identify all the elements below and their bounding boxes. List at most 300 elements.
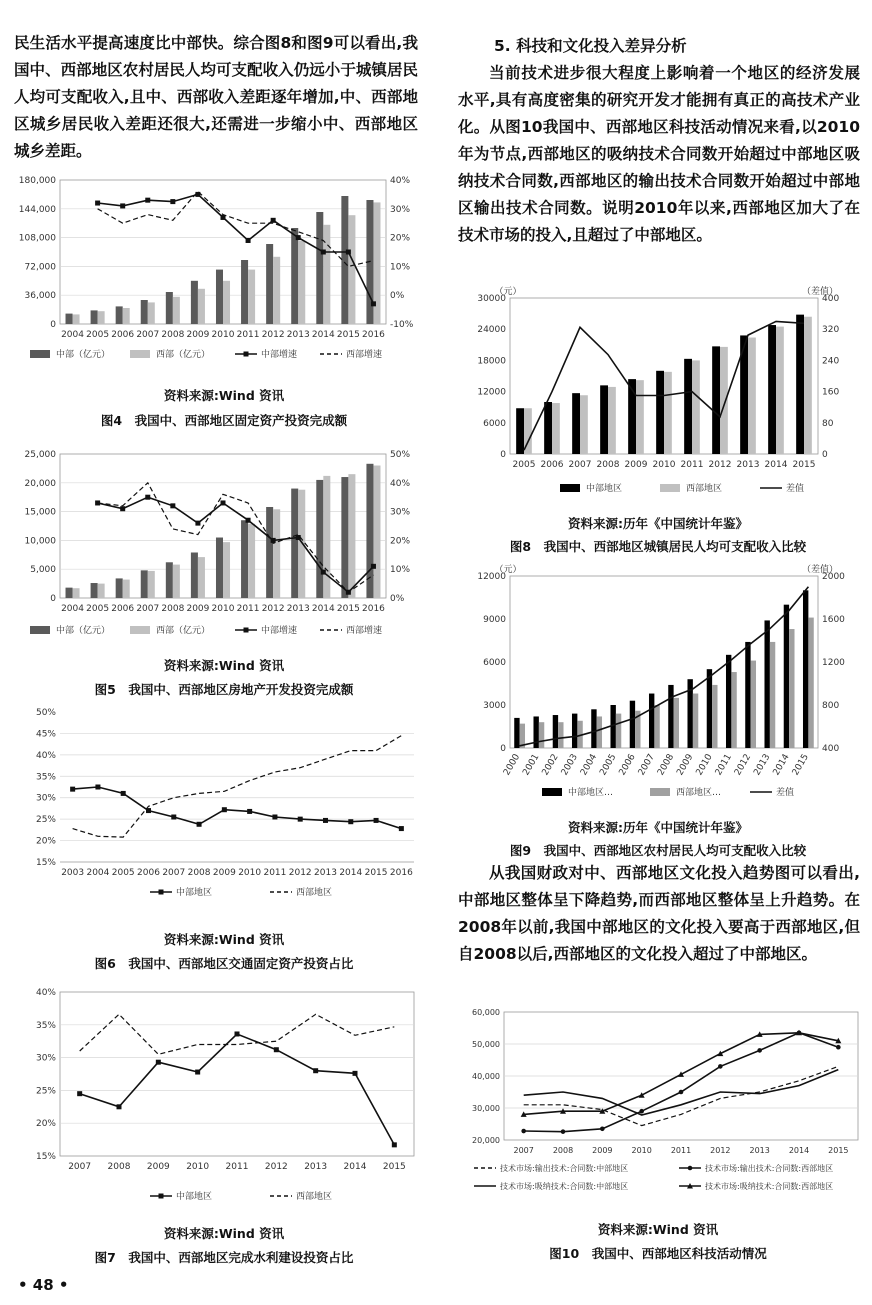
fig10-point [600,1127,605,1132]
fig4-xtick-label: 2016 [362,330,385,340]
fig5-bar [348,474,355,598]
fig6-ytick-label: 35% [35,772,56,783]
fig8-bar [748,338,756,454]
fig10-legend-label: 技术市场:输出技术:合同数:中部地区 [500,1164,629,1173]
fig5-legend-marker [244,628,249,633]
fig7-ytick-label: 40% [35,988,56,998]
fig4-ytick-label: 180,000 [18,176,56,186]
fig4-y2tick-label: -10% [390,320,414,330]
fig5-ytick-label: 10,000 [24,536,56,547]
fig4-xtick-label: 2011 [236,330,260,340]
fig8-bar [572,393,580,454]
fig6-ytick-label: 50% [35,708,56,718]
fig5-legend-label: 中部（亿元） [56,626,111,636]
fig9-y2tick-label: 800 [822,701,840,711]
fig8-y2tick-label: 400 [822,294,840,304]
fig9-chart [458,562,868,802]
fig7-point [353,1071,358,1076]
fig7-legend-marker [159,1194,164,1199]
fig7-point [195,1070,200,1075]
fig5-bar [323,476,330,598]
fig9-xtick-label: 2009 [675,752,696,778]
fig4-bar [316,212,323,324]
fig5-legend-label: 中部增速 [261,626,298,636]
fig4-bar [241,260,248,324]
fig8-y2tick-label: 160 [822,387,840,398]
fig5-point [371,564,376,569]
fig6-point [374,818,379,823]
fig8-ylabel: （元） [494,287,522,297]
fig10-xtick-label: 2010 [631,1146,652,1155]
fig10-xtick-label: 2007 [513,1146,534,1155]
fig6-xtick-label: 2008 [187,868,211,878]
fig5-bar [91,583,98,598]
fig6-ytick-label: 15% [35,858,56,868]
fig9-y2label: （差值） [801,565,839,575]
fig5-bar [241,520,248,598]
fig9-y2tick-label: 1200 [822,658,845,668]
fig9-bar [572,714,577,748]
fig6-point [70,787,75,792]
fig10-point [521,1129,526,1134]
fig7-caption: 图7 我国中、西部地区完成水利建设投资占比 [94,1250,354,1265]
fig5-bar [166,562,173,598]
fig5-bar [123,580,130,598]
fig5-xtick-label: 2006 [111,604,135,614]
fig9-ytick-label: 9000 [483,615,506,625]
fig9-xtick-label: 2000 [502,752,523,778]
fig9-bar [803,590,808,748]
fig9-bar [649,694,654,748]
fig5-bar [173,565,180,598]
fig6-xtick-label: 2010 [238,868,262,878]
fig10-point [639,1109,644,1114]
fig9-bar [764,620,769,748]
fig6-chart [14,704,434,904]
fig8-legend-swatch [660,484,680,492]
fig10-point [718,1064,723,1069]
fig8-bar [776,327,784,454]
fig9-bar [712,685,717,748]
fig6-point [348,819,353,824]
fig9-xtick-label: 2011 [713,752,734,778]
fig6-caption: 图6 我国中、西部地区交通固定资产投资占比 [94,956,354,971]
fig5-bar [373,466,380,598]
fig10-series-line [524,1033,839,1132]
fig4-y2tick-label: 0% [390,291,405,302]
fig5-y2tick-label: 30% [390,507,411,518]
fig9-ytick-label: 12000 [477,572,506,582]
fig6-point [298,817,303,822]
fig6-legend-label: 西部地区 [296,888,333,898]
fig4-ytick-label: 108,000 [18,233,56,244]
fig6-source: 资料来源:Wind 资讯 [163,932,285,947]
fig8-legend-label: 西部地区 [686,484,723,494]
fig4-point [145,198,150,203]
fig10-point [757,1048,762,1053]
fig4-ytick-label: 36,000 [24,291,56,302]
fig4-legend-swatch [130,350,150,358]
fig9-bar [731,672,736,748]
fig4-xtick-label: 2005 [86,330,110,340]
fig5-bar [248,524,255,598]
fig9-xtick-label: 2008 [656,752,677,778]
fig4-point [296,235,301,240]
fig10-xtick-label: 2013 [749,1146,770,1155]
fig5-point [221,500,226,505]
fig4-xtick-label: 2014 [311,330,335,340]
fig6-xtick-label: 2003 [61,868,85,878]
fig5-xtick-label: 2013 [286,604,310,614]
fig7-ytick-label: 25% [35,1086,56,1097]
fig7-point [77,1091,82,1096]
fig6-xtick-label: 2009 [212,868,236,878]
fig5-legend-label: 西部（亿元） [156,626,211,636]
fig9-bar [808,618,813,748]
fig8-bar [768,325,776,454]
fig7-legend-label: 西部地区 [296,1192,333,1202]
fig9-bar [591,709,596,748]
fig4-legend-label: 西部增速 [346,350,383,360]
fig10-point [679,1090,684,1095]
fig9-y2tick-label: 2000 [822,572,845,582]
fig5-source: 资料来源:Wind 资讯 [163,658,285,673]
fig5-bar [66,588,73,598]
fig7-ytick-label: 20% [35,1119,56,1130]
fig7-xtick-label: 2014 [343,1162,367,1172]
fig10-legend-label: 技术市场:吸纳技术:合同数:西部地区 [705,1182,834,1191]
fig8-xtick-label: 2014 [764,460,788,470]
fig5-ytick-label: 0 [50,594,56,604]
fig9-caption: 图9 我国中、西部地区农村居民人均可支配收入比较 [509,843,807,858]
fig4-bar [216,270,223,324]
fig10-point [836,1045,841,1050]
fig9-bar [668,685,673,748]
fig9-legend-swatch [542,788,562,796]
fig6-xtick-label: 2013 [314,868,337,878]
fig4-legend-label: 西部（亿元） [156,350,211,360]
fig9-xtick-label: 2006 [617,752,638,778]
fig6-xtick-label: 2012 [288,868,312,878]
fig5-xtick-label: 2014 [311,604,335,614]
fig7-series-line [80,1034,395,1145]
fig5-legend-swatch [30,626,50,634]
fig6-point [323,818,328,823]
fig8-bar [804,317,812,454]
fig6-point [197,822,202,827]
fig9-legend-label: 中部地区… [568,788,614,798]
fig7-xtick-label: 2011 [225,1162,249,1172]
fig8-ytick-label: 30000 [477,294,506,304]
fig10-xtick-label: 2009 [592,1146,613,1155]
fig9-xtick-label: 2004 [579,752,600,778]
fig5-ytick-label: 15,000 [24,507,56,518]
fig6-ytick-label: 40% [35,750,56,761]
fig4-bar [116,306,123,324]
fig8-ytick-label: 6000 [483,418,506,429]
fig4-point [95,201,100,206]
fig4-bar [298,241,305,324]
fig9-y2tick-label: 1600 [822,615,845,625]
fig8-ytick-label: 12000 [477,387,506,398]
fig4-y2tick-label: 40% [390,176,411,186]
page-number: • 48 • [18,1276,69,1294]
fig5-bar [341,477,348,598]
right-paragraph-1: 当前技术进步很大程度上影响着一个地区的经济发展水平,具有高度密集的研究开发才能拥有真正的高技术产业化。从图10我国中、西部地区科技活动情况来看,以2010年为节点,西部地区的吸纳技术合同数开始超过中部地区吸纳技术合同数,西部地区的输出技术合同数开始超过中部地区输出技术合同数。说明2010年以来,西部地区加大了在技术市场的投入,且超过了中部地区。 [458,64,860,244]
fig8-bar [684,359,692,454]
fig6-point [272,815,277,820]
fig10-caption: 图10 我国中、西部地区科技活动情况 [549,1246,767,1261]
fig8-xtick-label: 2008 [596,460,620,470]
fig9-xtick-label: 2010 [694,752,715,778]
fig9-ytick-label: 6000 [483,658,506,668]
fig4-bar [291,228,298,324]
fig6-ytick-label: 30% [35,793,56,804]
fig8-bar [636,380,644,454]
fig5-point [170,503,175,508]
fig7-point [156,1060,161,1065]
section-heading: 5. 科技和文化投入差异分析 [494,37,687,55]
fig5-bar [291,489,298,598]
fig9-bar [539,722,544,748]
fig6-legend-label: 中部地区 [176,888,213,898]
fig7-xtick-label: 2012 [264,1162,288,1172]
fig6-point [222,807,227,812]
fig7-ytick-label: 15% [35,1152,56,1162]
fig5-bar [223,542,230,598]
fig5-bar [98,584,105,598]
fig8-bar [516,408,524,454]
fig8-bar [608,387,616,454]
fig8-chart [458,282,868,502]
fig9-bar [654,705,659,748]
fig4-xtick-label: 2013 [286,330,310,340]
fig6-xtick-label: 2006 [137,868,160,878]
fig7-ytick-label: 30% [35,1053,56,1064]
fig10-xtick-label: 2014 [788,1146,810,1155]
fig9-y2tick-label: 400 [822,744,840,754]
fig5-chart [14,446,434,646]
fig7-chart [14,984,434,1208]
fig4-ytick-label: 144,000 [18,204,56,215]
fig5-legend-label: 西部增速 [346,626,383,636]
fig9-bar [784,605,789,748]
fig5-xtick-label: 2009 [186,604,210,614]
fig4-bar [191,281,198,324]
fig6-legend-marker [159,890,164,895]
fig7-point [117,1104,122,1109]
fig7-legend-label: 中部地区 [176,1192,213,1202]
fig5-y2tick-label: 0% [390,594,405,604]
fig8-legend-label: 差值 [786,484,805,494]
fig4-bar [91,310,98,324]
fig9-xtick-label: 2003 [559,752,580,778]
fig4-point [271,218,276,223]
fig8-bar [656,371,664,454]
fig4-point [321,250,326,255]
fig10-legend-marker [688,1166,693,1171]
fig9-bar [789,629,794,748]
fig4-xtick-label: 2004 [61,330,84,340]
fig5-bar [273,509,280,598]
fig5-xtick-label: 2015 [336,604,360,614]
fig5-bar [316,480,323,598]
fig9-xtick-label: 2015 [790,752,811,778]
fig5-y2tick-label: 20% [390,536,411,547]
fig4-xtick-label: 2007 [136,330,160,340]
fig9-legend-label: 差值 [776,788,795,798]
fig5-xtick-label: 2007 [136,604,160,614]
fig9-bar [558,722,563,748]
fig7-point [235,1031,240,1036]
fig9-bar [726,655,731,748]
fig5-xtick-label: 2005 [86,604,110,614]
fig6-point [247,809,252,814]
fig4-y2tick-label: 30% [390,204,411,215]
fig5-xtick-label: 2016 [362,604,385,614]
fig6-point [399,826,404,831]
fig8-xtick-label: 2009 [624,460,648,470]
fig8-bar [580,395,588,454]
fig9-xtick-label: 2002 [540,752,561,778]
fig5-point [145,495,150,500]
fig4-legend-marker [244,352,249,357]
fig9-bar [674,698,679,748]
fig6-ytick-label: 20% [35,836,56,847]
fig4-bar [141,300,148,324]
fig5-bar [191,552,198,598]
fig8-caption: 图8 我国中、西部地区城镇居民人均可支配收入比较 [509,539,807,554]
fig8-ytick-label: 0 [500,450,506,460]
fig6-xtick-label: 2005 [111,868,135,878]
fig4-y2tick-label: 10% [390,262,411,273]
fig9-legend-swatch [650,788,670,796]
fig5-point [195,521,200,526]
fig5-y2tick-label: 50% [390,450,411,460]
fig6-xtick-label: 2016 [389,868,413,878]
fig6-xtick-label: 2007 [162,868,186,878]
fig8-bar [552,403,560,454]
fig4-bar [166,292,173,324]
fig5-ytick-label: 5,000 [30,565,56,576]
fig7-point [392,1142,397,1147]
fig8-xtick-label: 2007 [568,460,592,470]
fig5-bar [141,570,148,598]
fig9-bar [514,718,519,748]
fig4-point [346,250,351,255]
fig5-xtick-label: 2004 [61,604,84,614]
fig9-bar [630,701,635,748]
fig5-bar [298,490,305,598]
fig7-xtick-label: 2013 [304,1162,328,1172]
fig7-xtick-label: 2010 [186,1162,210,1172]
fig9-ytick-label: 0 [500,744,506,754]
fig10-xtick-label: 2012 [710,1146,731,1155]
fig9-xtick-label: 2007 [636,752,657,778]
fig5-ytick-label: 25,000 [24,450,56,460]
fig8-bar [796,315,804,454]
fig4-bar [266,244,273,324]
fig4-point [120,203,125,208]
fig8-y2tick-label: 240 [822,356,840,367]
fig10-ytick-label: 50,000 [472,1040,500,1049]
fig8-ytick-label: 24000 [477,325,506,336]
fig4-xtick-label: 2010 [211,330,235,340]
fig10-ytick-label: 20,000 [472,1136,500,1145]
fig10-point [561,1129,566,1134]
fig5-y2tick-label: 40% [390,478,411,489]
fig8-bar [544,402,552,454]
fig6-ytick-label: 45% [35,729,56,740]
fig6-point [95,785,100,790]
fig8-bar [600,385,608,454]
fig5-bar [216,538,223,598]
fig7-ytick-label: 35% [35,1020,56,1031]
fig4-source: 资料来源:Wind 资讯 [163,388,285,403]
fig4-ytick-label: 72,000 [24,262,56,273]
fig6-xtick-label: 2014 [339,868,363,878]
fig8-y2label: （差值） [801,287,839,297]
right-paragraph-2: 从我国财政对中、西部地区文化投入趋势图可以看出,中部地区整体呈下降趋势,而西部地区整体呈上升趋势。在2008年以前,我国中部地区的文化投入要高于西部地区,但自2008以后,西部地区的文化投入超过了中部地区。 [458,864,860,963]
fig5-point [246,518,251,523]
fig7-point [313,1068,318,1073]
fig9-bar [597,716,602,748]
fig8-bar [712,346,720,454]
fig9-ytick-label: 3000 [483,701,506,711]
fig10-xtick-label: 2008 [552,1146,574,1155]
fig5-y2tick-label: 10% [390,565,411,576]
fig6-ytick-label: 25% [35,815,56,826]
fig7-point [274,1047,279,1052]
fig9-bar [745,642,750,748]
fig4-caption: 图4 我国中、西部地区固定资产投资完成额 [100,413,348,428]
fig10-source: 资料来源:Wind 资讯 [597,1222,719,1237]
fig6-point [171,815,176,820]
fig8-bar [692,360,700,454]
fig4-legend-swatch [30,350,50,358]
fig9-bar [616,714,621,748]
fig9-bar [770,642,775,748]
fig4-bar [323,225,330,324]
fig4-bar [248,270,255,324]
fig4-bar [73,314,80,324]
fig4-bar [348,215,355,324]
fig5-bar [266,507,273,598]
fig4-point [246,238,251,243]
fig8-xtick-label: 2011 [680,460,704,470]
fig5-ytick-label: 20,000 [24,478,56,489]
fig8-ytick-label: 18000 [477,356,506,367]
fig7-xtick-label: 2008 [107,1162,131,1172]
fig8-y2tick-label: 80 [822,418,834,429]
fig4-bar [173,297,180,324]
fig6-xtick-label: 2004 [86,868,110,878]
fig5-bar [116,578,123,598]
fig9-xtick-label: 2014 [771,752,792,778]
fig4-bar [123,308,130,324]
fig8-xtick-label: 2013 [736,460,760,470]
left-paragraph: 民生活水平提高速度比中部快。综合图8和图9可以看出,我国中、西部地区农村居民人均可支配收入仍远小于城镇居民人均可支配收入,且中、西部收入差距逐年增加,中、西部地区城乡居民收入差距还很大,还需进一步缩小中、西部地区城乡差距。 [14,34,418,160]
fig8-y2tick-label: 320 [822,325,840,336]
fig9-xtick-label: 2001 [521,752,542,778]
fig4-legend-label: 中部（亿元） [56,350,111,360]
fig4-ytick-label: 0 [50,320,56,330]
fig5-point [120,506,125,511]
fig10-ytick-label: 60,000 [472,1008,500,1017]
fig4-point [170,199,175,204]
fig5-bar [148,571,155,598]
fig4-xtick-label: 2012 [261,330,285,340]
